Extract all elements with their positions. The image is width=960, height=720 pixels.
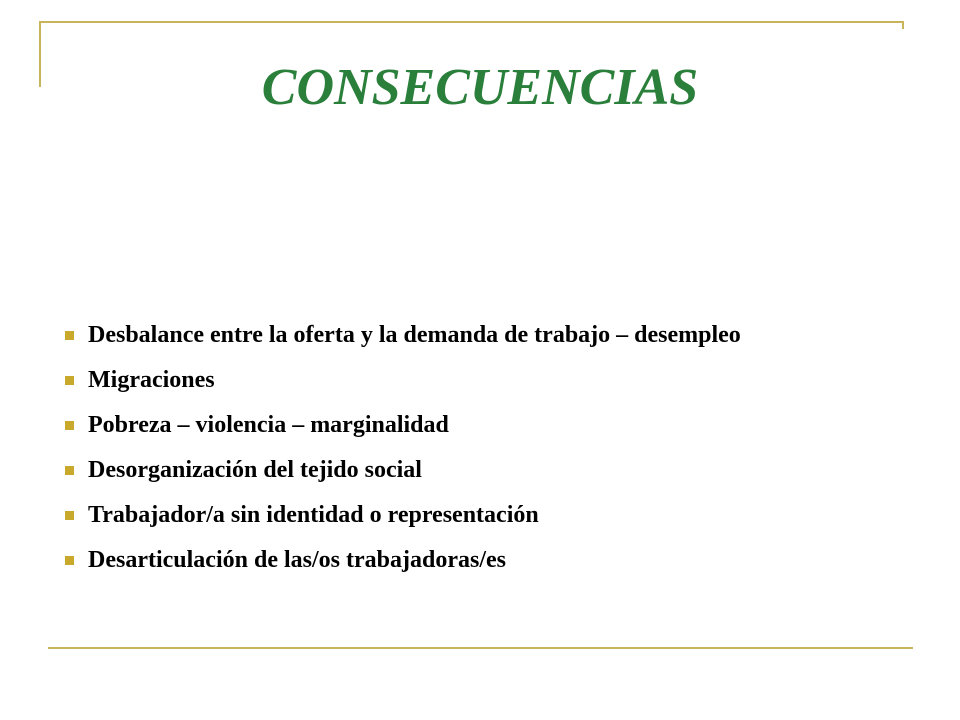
bullet-item [65,538,741,583]
top-frame-line [40,21,904,23]
bullet-item [65,493,741,538]
bullet-text: Desarticulación de las/os trabajadoras/es [88,547,506,573]
bullet-text: Pobreza – violencia – marginalidad [88,412,449,438]
right-frame-line [902,21,904,29]
bullet-text: Desbalance entre la oferta y la demanda de trabajo – desempleo [88,322,741,348]
bullet-text: Trabajador/a sin identidad o representación [88,502,539,528]
square-bullet-icon [65,331,74,340]
square-bullet-icon [65,376,74,385]
bullet-list [65,313,741,583]
bullet-text: Desorganización del tejido social [88,457,422,483]
bullet-item [65,403,741,448]
bottom-frame-line [48,647,913,649]
square-bullet-icon [65,556,74,565]
square-bullet-icon [65,511,74,520]
bullet-item [65,358,741,403]
square-bullet-icon [65,421,74,430]
slide-title: CONSECUENCIAS [261,59,699,116]
square-bullet-icon [65,466,74,475]
bullet-item [65,448,741,493]
bullet-text: Migraciones [88,367,215,393]
bullet-item [65,313,741,358]
